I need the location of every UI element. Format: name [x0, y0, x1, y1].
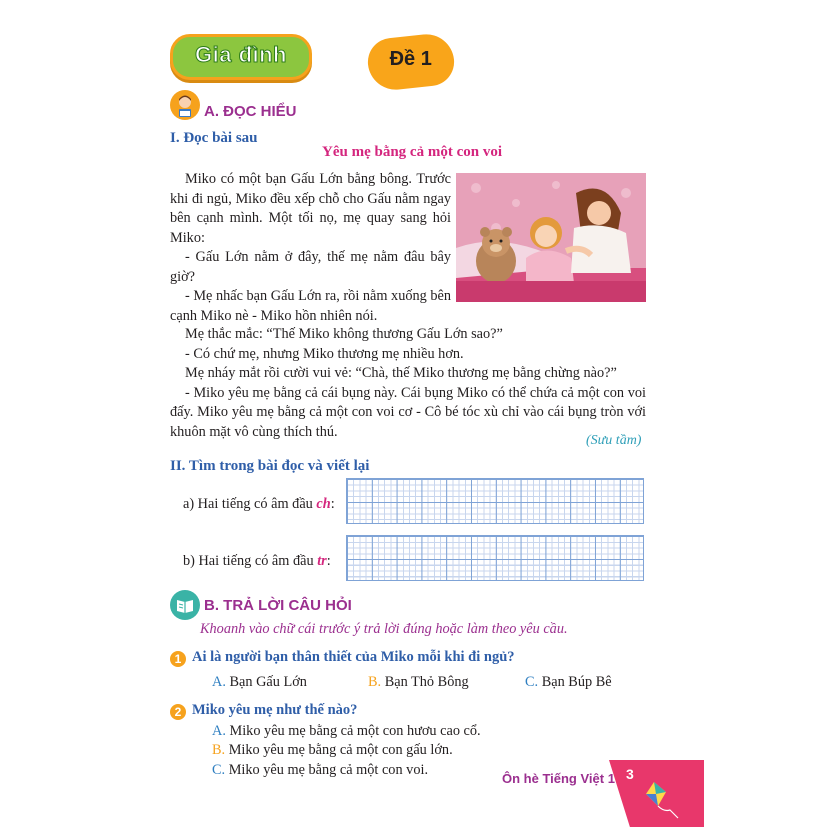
- q1-option-c-letter[interactable]: C.: [525, 674, 539, 690]
- story-paragraph: Miko có một bạn Gấu Lớn bằng bông. Trước khi đi ngủ, Miko đều xếp chỗ cho Gấu nằm ngay bên cạnh mình. Một tối nọ, mẹ quay sang hỏi Miko:: [170, 171, 451, 246]
- q1-option-a-letter[interactable]: A.: [212, 674, 226, 690]
- story-source: (Sưu tầm): [586, 433, 642, 448]
- task-b-prefix: b) Hai tiếng có âm đầu: [183, 553, 318, 569]
- task-a-sound: ch: [316, 496, 331, 512]
- exam-badge-label: Đề 1: [389, 48, 432, 71]
- q2-option-b-text: Miko yêu mẹ bằng cả một con gấu lớn.: [228, 742, 453, 758]
- q1-option-c-text: Bạn Búp Bê: [541, 674, 612, 690]
- story-paragraph: - Có chứ mẹ, nhưng Miko thương mẹ nhiều hơn.: [185, 345, 464, 362]
- task-a-label: [183, 496, 335, 513]
- q1-option-a-text: Bạn Gấu Lớn: [229, 674, 307, 690]
- story-paragraph: Mẹ nháy mắt rồi cười vui vẻ: “Chà, thế Miko thương mẹ bằng chừng nào?”: [185, 365, 617, 381]
- story-title: Yêu mẹ bằng cả một con voi: [322, 144, 502, 160]
- q2-option-c-text: Miko yêu mẹ bằng cả một con voi.: [228, 762, 429, 778]
- page-number: 3: [626, 766, 634, 782]
- story-block-full: [170, 325, 646, 442]
- writing-grid-b[interactable]: [346, 535, 644, 581]
- task-a-prefix: a) Hai tiếng có âm đầu: [183, 496, 317, 512]
- q1-option-b-text: Bạn Thỏ Bông: [384, 674, 469, 690]
- story-paragraph: Mẹ thắc mắc: “Thế Miko không thương Gấu Lớn sao?”: [185, 326, 503, 342]
- kite-icon: [640, 780, 680, 820]
- story-block-wrapped: [170, 170, 451, 326]
- book-title: Ôn hè Tiếng Việt 1: [502, 771, 615, 786]
- q2-option-a[interactable]: [212, 723, 481, 740]
- q1-option-b[interactable]: [368, 674, 469, 691]
- topic-badge-label: Gia đình: [195, 42, 287, 67]
- story-paragraph: - Mẹ nhấc bạn Gấu Lớn ra, rồi nằm xuống bên cạnh Miko nè - Miko hồn nhiên nói.: [170, 288, 452, 324]
- part2-heading: II. Tìm trong bài đọc và viết lại: [170, 458, 370, 474]
- question-2-text: Miko yêu mẹ như thế nào?: [192, 702, 358, 718]
- topic-badge: [170, 34, 312, 80]
- q2-option-c[interactable]: [212, 762, 428, 779]
- story-paragraph: - Gấu Lớn nằm ở đây, thế mẹ nằm đâu bây giờ?: [170, 249, 451, 285]
- reader-icon: [170, 90, 200, 120]
- story-illustration: [456, 173, 646, 302]
- question-1-text: Ai là người bạn thân thiết của Miko mỗi khi đi ngủ?: [192, 649, 515, 665]
- q2-option-c-letter[interactable]: C.: [212, 762, 226, 778]
- task-a-colon: :: [330, 496, 335, 512]
- q2-option-a-letter[interactable]: A.: [212, 723, 226, 739]
- question-number-1: 1: [170, 651, 186, 667]
- q2-option-a-text: Miko yêu mẹ bằng cả một con hươu cao cổ.: [229, 723, 481, 739]
- task-b-label: [183, 553, 331, 570]
- section-b-heading: B. TRẢ LỜI CÂU HỎI: [204, 597, 352, 614]
- section-a-heading: A. ĐỌC HIỂU: [204, 103, 297, 120]
- story-paragraph: - Miko yêu mẹ bằng cả cái bụng này. Cái bụng Miko có thể chứa cả một con voi đấy. Miko yêu mẹ bằng cả một con voi cơ - Cô bé tóc xù chỉ vào cái bụng tròn với khuôn mặt vô cùng thích thú.: [170, 384, 646, 440]
- question-number-2: 2: [170, 704, 186, 720]
- part1-heading: I. Đọc bài sau: [170, 130, 258, 146]
- task-b-colon: :: [326, 553, 331, 569]
- q2-option-b-letter[interactable]: B.: [212, 742, 226, 758]
- q2-option-b[interactable]: [212, 742, 453, 759]
- q1-option-b-letter[interactable]: B.: [368, 674, 382, 690]
- task-b-sound: tr: [317, 553, 327, 569]
- q1-option-a[interactable]: [212, 674, 307, 691]
- book-icon: [170, 590, 200, 620]
- section-b-instruction: Khoanh vào chữ cái trước ý trả lời đúng hoặc làm theo yêu cầu.: [200, 621, 568, 637]
- q1-option-c[interactable]: [525, 674, 612, 691]
- writing-grid-a[interactable]: [346, 478, 644, 524]
- exam-badge: [366, 32, 457, 93]
